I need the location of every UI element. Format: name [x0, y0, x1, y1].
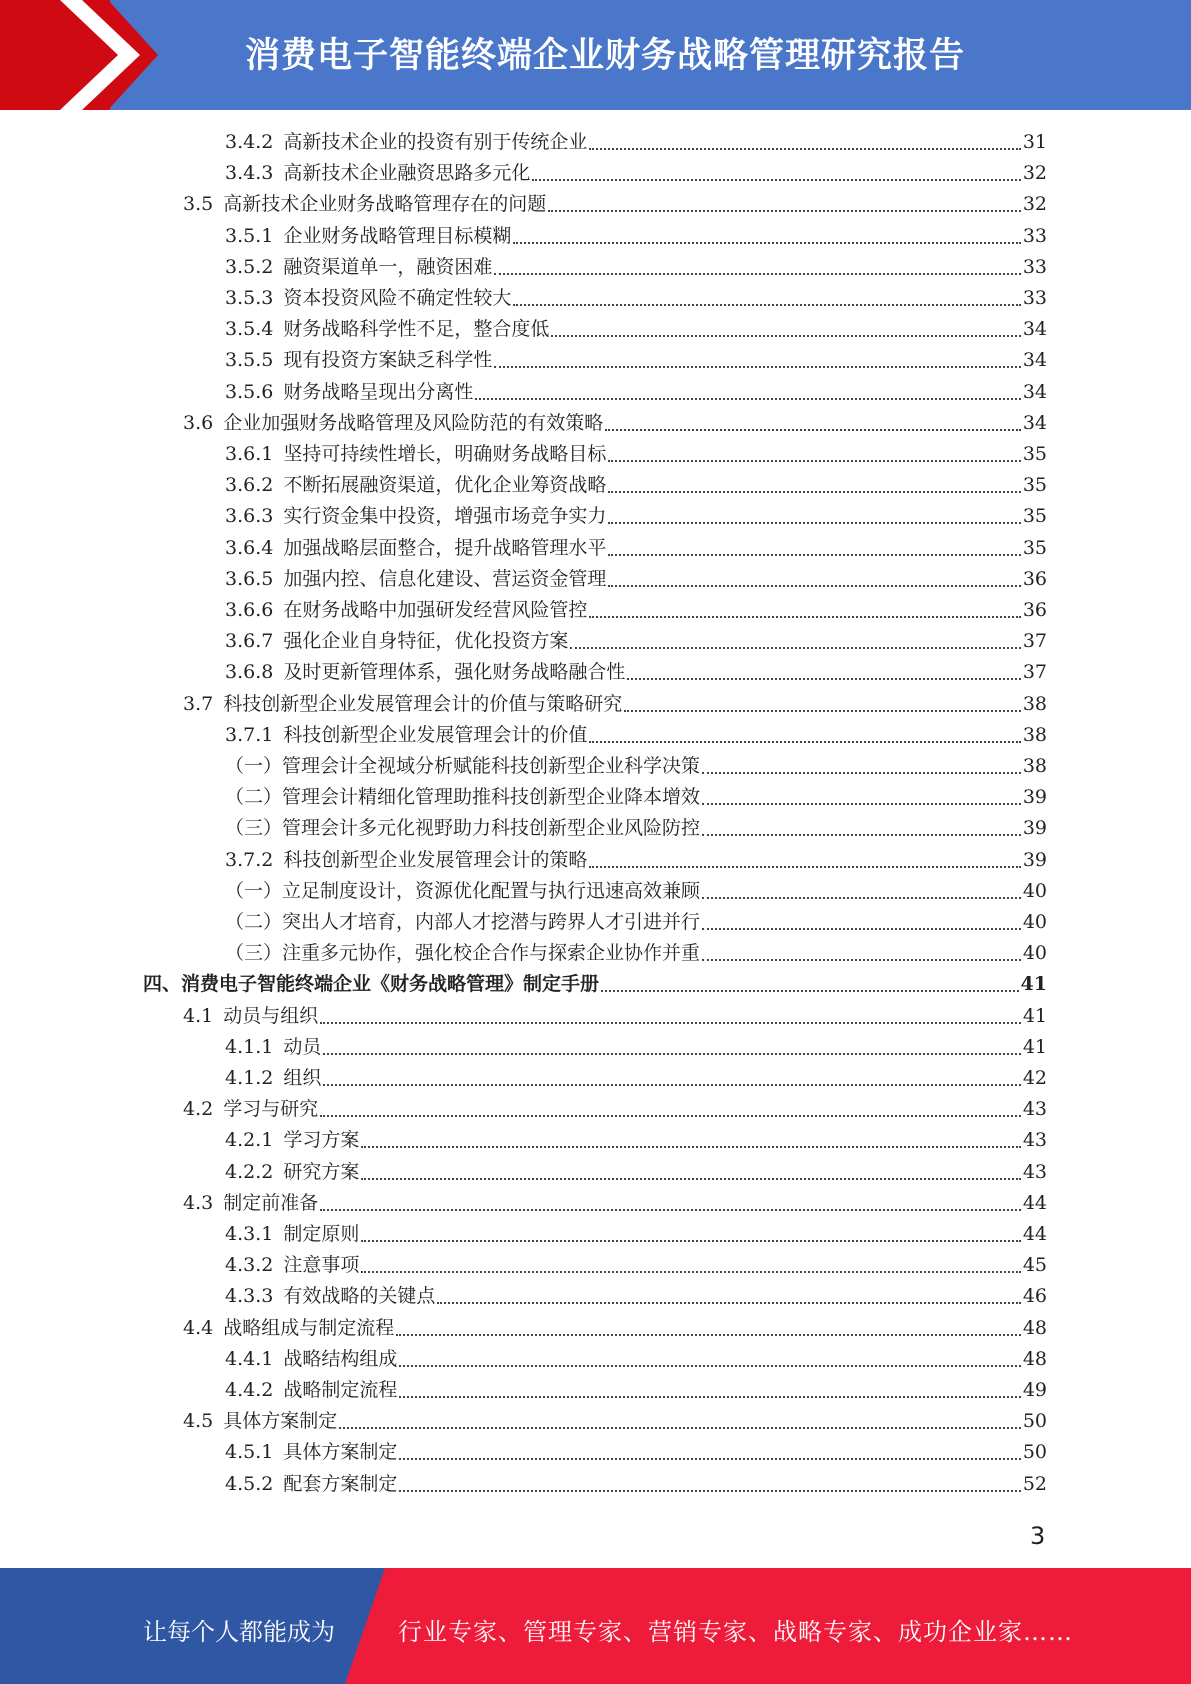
toc-entry-title: （三）管理会计多元化视野助力科技创新型企业风险防控	[225, 817, 701, 840]
toc-entry-title: 加强内控、信息化建设、营运资金管理	[283, 567, 607, 590]
toc-entry-title: 财务战略呈现出分离性	[283, 380, 474, 403]
toc-entry-page: 43	[1022, 1129, 1047, 1152]
toc-entry[interactable]	[225, 470, 1047, 501]
page-header	[0, 0, 1191, 110]
toc-entry-title: （二）突出人才培育，内部人才挖潜与跨界人才引进并行	[225, 911, 701, 933]
toc-leader-dots	[608, 470, 1020, 501]
toc-entry-number: 4.1	[183, 1004, 214, 1027]
toc-entry-title: 科技创新型企业发展管理会计的价值	[283, 723, 588, 746]
toc-entry-page: 48	[1022, 1347, 1047, 1370]
toc-entry[interactable]	[225, 1219, 1047, 1250]
toc-entry-page: 38	[1022, 692, 1047, 715]
toc-entry-page: 38	[1022, 723, 1047, 746]
toc-entry-number: 3.5.4	[225, 318, 274, 341]
toc-entry[interactable]	[225, 377, 1047, 408]
toc-entry-title: 制定原则	[283, 1223, 360, 1245]
toc-entry-number: 3.5.2	[225, 255, 274, 278]
toc-entry-page: 31	[1022, 131, 1047, 153]
toc-entry-title: 配套方案制定	[283, 1472, 398, 1495]
toc-entry-number: 3.5.6	[225, 380, 274, 403]
toc-entry[interactable]	[183, 1406, 1047, 1437]
toc-entry-number: 3.6.8	[225, 661, 274, 684]
toc-entry[interactable]	[225, 1469, 1047, 1500]
toc-entry-title: 学习与研究	[223, 1098, 319, 1121]
toc-entry-title: 研究方案	[283, 1160, 360, 1183]
toc-entry-number: 4.4	[183, 1316, 214, 1339]
toc-entry-page: 42	[1022, 1067, 1047, 1089]
toc-entry-title: 及时更新管理体系，强化财务战略融合性	[283, 661, 626, 684]
toc-leader-dots	[399, 1437, 1020, 1468]
toc-entry-title: 融资渠道单一，融资困难	[283, 255, 493, 278]
toc-entry[interactable]	[225, 314, 1047, 345]
toc-entry-title: 高新技术企业财务战略管理存在的问题	[223, 193, 547, 216]
toc-leader-dots	[399, 1375, 1020, 1406]
toc-entry-page: 50	[1022, 1441, 1047, 1464]
toc-entry-page: 36	[1022, 599, 1047, 621]
toc-leader-dots	[494, 252, 1020, 283]
toc-entry-title: 加强战略层面整合，提升战略管理水平	[283, 536, 607, 559]
toc-entry-title: 具体方案制定	[223, 1410, 338, 1433]
toc-leader-dots	[320, 1188, 1021, 1219]
toc-entry-page: 43	[1022, 1098, 1047, 1121]
toc-entry-page: 33	[1022, 255, 1047, 278]
toc-entry[interactable]	[225, 283, 1047, 314]
toc-entry-title: 动员与组织	[223, 1004, 319, 1027]
toc-entry-title: （二）管理会计精细化管理助推科技创新型企业降本增效	[225, 786, 701, 809]
toc-entry-title: 财务战略科学性不足，整合度低	[283, 318, 550, 341]
toc-entry-title: 坚持可持续性增长，明确财务战略目标	[283, 443, 607, 465]
toc-leader-dots	[323, 1032, 1020, 1063]
toc-leader-dots	[494, 345, 1020, 376]
toc-entry-page: 35	[1022, 474, 1047, 497]
toc-entry-page: 36	[1022, 567, 1047, 590]
toc-entry-number: 4.3.1	[225, 1223, 274, 1245]
toc-leader-dots	[570, 626, 1020, 657]
toc-leader-dots	[361, 1125, 1020, 1156]
toc-entry[interactable]	[225, 782, 1047, 813]
toc-entry-title: 注意事项	[283, 1254, 360, 1277]
toc-entry-title: 具体方案制定	[283, 1441, 398, 1464]
toc-entry-page: 50	[1022, 1410, 1047, 1433]
toc-leader-dots	[608, 439, 1020, 470]
toc-entry[interactable]	[183, 1094, 1047, 1125]
toc-entry-page: 41	[1022, 1035, 1047, 1058]
toc-entry-title: 企业加强财务战略管理及风险防范的有效策略	[223, 411, 604, 434]
toc-entry[interactable]	[225, 1157, 1047, 1188]
toc-entry-title: 现有投资方案缺乏科学性	[283, 349, 493, 372]
toc-entry-number: 3.4.2	[225, 131, 274, 153]
toc-entry-number: 3.5.5	[225, 349, 274, 372]
toc-entry-page: 41	[1022, 1004, 1047, 1027]
toc-entry-page: 35	[1022, 443, 1047, 465]
toc-entry[interactable]	[225, 720, 1047, 751]
toc-leader-dots	[399, 1469, 1020, 1500]
toc-leader-dots	[323, 1063, 1020, 1094]
toc-entry-number: 4.1.1	[225, 1035, 274, 1058]
toc-entry-title: 资本投资风险不确定性较大	[283, 287, 512, 309]
toc-entry-page: 33	[1022, 287, 1047, 309]
toc-entry-page: 48	[1022, 1316, 1047, 1339]
toc-entry-title: （三）注重多元协作，强化校企合作与探索企业协作并重	[225, 942, 701, 965]
toc-entry[interactable]	[183, 1313, 1047, 1344]
toc-entry-number: 4.3.2	[225, 1254, 274, 1277]
toc-entry-title: 制定前准备	[223, 1191, 319, 1214]
toc-entry-page: 35	[1022, 505, 1047, 528]
toc-entry-number: 4.2	[183, 1098, 214, 1121]
toc-entry[interactable]	[225, 751, 1047, 782]
toc-entry-number: 4.2.2	[225, 1160, 274, 1183]
toc-leader-dots	[399, 1344, 1020, 1375]
toc-entry-page: 46	[1022, 1285, 1047, 1308]
toc-entry[interactable]	[225, 221, 1047, 252]
toc-entry-title: 科技创新型企业发展管理会计的价值与策略研究	[223, 692, 623, 715]
toc-entry[interactable]	[225, 1250, 1047, 1281]
toc-entry[interactable]	[225, 1032, 1047, 1063]
toc-leader-dots	[320, 1094, 1021, 1125]
toc-entry-title: 强化企业自身特征，优化投资方案	[283, 630, 569, 653]
toc-leader-dots	[361, 1250, 1020, 1281]
toc-leader-dots	[702, 751, 1021, 782]
toc-leader-dots	[320, 1001, 1021, 1032]
toc-entry-page: 49	[1022, 1379, 1047, 1401]
toc-entry[interactable]	[225, 938, 1047, 969]
toc-entry[interactable]	[225, 1063, 1047, 1094]
toc-leader-dots	[624, 689, 1021, 720]
toc-entry-number: 3.4.3	[225, 162, 274, 185]
toc-entry-number: 3.6.3	[225, 505, 274, 528]
toc-entry-page: 32	[1022, 193, 1047, 216]
toc-entry-page: 41	[1020, 973, 1047, 996]
toc-entry-number: 3.6.1	[225, 443, 274, 465]
toc-entry-page: 45	[1022, 1254, 1047, 1277]
toc-leader-dots	[605, 408, 1021, 439]
toc-entry-page: 33	[1022, 224, 1047, 247]
toc-entry-number: 4.4.2	[225, 1379, 274, 1401]
toc-entry-page: 44	[1022, 1191, 1047, 1214]
toc-leader-dots	[702, 907, 1021, 938]
toc-entry-number: 4.5.2	[225, 1472, 274, 1495]
footer-slogan-right: 行业专家、管理专家、营销专家、战略专家、成功企业家……	[398, 1618, 1073, 1646]
toc-leader-dots	[339, 1406, 1021, 1437]
toc-entry-number: 4.1.2	[225, 1067, 274, 1089]
toc-entry-title: 有效战略的关键点	[283, 1285, 436, 1308]
toc-leader-dots	[513, 283, 1020, 314]
page-number: 3	[1030, 1522, 1046, 1550]
toc-leader-dots	[361, 1157, 1020, 1188]
footer-slogan-left: 让每个人都能成为	[143, 1618, 335, 1646]
toc-leader-dots	[396, 1313, 1021, 1344]
toc-leader-dots	[361, 1219, 1020, 1250]
toc-entry-title: 实行资金集中投资，增强市场竞争实力	[283, 505, 607, 528]
toc-entry-number: 3.5	[183, 193, 214, 216]
toc-entry[interactable]	[225, 1437, 1047, 1468]
toc-entry-number: 3.6.7	[225, 630, 274, 653]
toc-entry-number: 3.6.6	[225, 599, 274, 621]
toc-entry-number: 4.2.1	[225, 1129, 274, 1152]
toc-entry-title: 动员	[283, 1035, 322, 1058]
toc-entry-page: 34	[1022, 318, 1047, 341]
toc-entry-title: 战略组成与制定流程	[223, 1316, 395, 1339]
toc-entry[interactable]	[225, 845, 1047, 876]
toc-entry-title: 高新技术企业融资思路多元化	[283, 162, 531, 185]
toc-entry-title: 战略制定流程	[283, 1379, 398, 1401]
toc-entry-page: 34	[1022, 380, 1047, 403]
toc-entry[interactable]	[225, 907, 1047, 938]
toc-leader-dots	[702, 876, 1021, 907]
toc-entry-number: 3.6.2	[225, 474, 274, 497]
toc-entry-page: 35	[1022, 536, 1047, 559]
toc-leader-dots	[702, 938, 1021, 969]
toc-leader-dots	[589, 845, 1020, 876]
toc-entry-number: 3.6	[183, 411, 214, 434]
toc-entry-title: 高新技术企业的投资有别于传统企业	[283, 131, 588, 153]
toc-entry-title: 四、消费电子智能终端企业《财务战略管理》制定手册	[143, 973, 600, 996]
toc-entry[interactable]	[225, 876, 1047, 907]
toc-entry-title: 科技创新型企业发展管理会计的策略	[283, 848, 588, 871]
toc-entry-title: 组织	[283, 1067, 322, 1089]
toc-entry-page: 40	[1022, 911, 1047, 933]
toc-entry[interactable]	[225, 564, 1047, 595]
toc-entry-title: （一）管理会计全视域分析赋能科技创新型企业科学决策	[225, 755, 701, 777]
toc-leader-dots	[437, 1281, 1020, 1312]
toc-leader-dots	[608, 501, 1020, 532]
toc-leader-dots	[551, 314, 1020, 345]
toc-entry[interactable]	[183, 189, 1047, 220]
toc-leader-dots	[608, 564, 1020, 595]
toc-entry-number: 3.7	[183, 692, 214, 715]
toc-entry-title: 不断拓展融资渠道，优化企业筹资战略	[283, 474, 607, 497]
toc-entry-page: 34	[1022, 411, 1047, 434]
toc-entry[interactable]	[183, 408, 1047, 439]
toc-entry-number: 4.3	[183, 1191, 214, 1214]
toc-entry[interactable]	[183, 1001, 1047, 1032]
toc-entry-number: 3.5.1	[225, 224, 274, 247]
toc-entry[interactable]	[225, 1375, 1047, 1406]
toc-entry-page: 37	[1022, 661, 1047, 684]
toc-entry-title: 企业财务战略管理目标模糊	[283, 224, 512, 247]
toc-entry[interactable]	[225, 533, 1047, 564]
toc-entry[interactable]	[225, 1344, 1047, 1375]
toc-entry-page: 37	[1022, 630, 1047, 653]
toc-entry-number: 3.7.2	[225, 848, 274, 871]
toc-entry-number: 4.3.3	[225, 1285, 274, 1308]
toc-entry[interactable]	[225, 158, 1047, 189]
toc-entry[interactable]	[225, 439, 1047, 470]
toc-entry-number: 3.6.5	[225, 567, 274, 590]
toc-entry-page: 52	[1022, 1472, 1047, 1495]
toc-entry-title: 学习方案	[283, 1129, 360, 1152]
toc-entry[interactable]	[225, 127, 1047, 158]
toc-entry-title: 战略结构组成	[283, 1347, 398, 1370]
toc-leader-dots	[532, 158, 1020, 189]
toc-entry[interactable]	[183, 1188, 1047, 1219]
toc-entry-page: 40	[1022, 879, 1047, 902]
toc-entry-number: 3.5.3	[225, 287, 274, 309]
toc-leader-dots	[589, 595, 1020, 626]
toc-leader-dots	[702, 813, 1021, 844]
toc-entry-title: 在财务战略中加强研发经营风险管控	[283, 599, 588, 621]
toc-entry-number: 4.4.1	[225, 1347, 274, 1370]
report-title: 消费电子智能终端企业财务战略管理研究报告	[245, 36, 966, 76]
toc-entry[interactable]	[225, 501, 1047, 532]
toc-leader-dots	[589, 127, 1020, 158]
toc-entry-page: 44	[1022, 1223, 1047, 1245]
toc-entry[interactable]	[225, 345, 1047, 376]
toc-entry-number: 3.7.1	[225, 723, 274, 746]
toc-entry[interactable]	[225, 813, 1047, 844]
header-chevron-icon	[60, 0, 160, 110]
toc-leader-dots	[627, 657, 1020, 688]
toc-entry[interactable]	[225, 595, 1047, 626]
toc-entry[interactable]	[183, 689, 1047, 720]
toc-entry-page: 40	[1022, 942, 1047, 965]
toc-entry[interactable]	[143, 969, 1047, 1000]
toc-leader-dots	[702, 782, 1021, 813]
toc-leader-dots	[601, 969, 1019, 1000]
toc-entry[interactable]	[225, 657, 1047, 688]
toc-entry-page: 39	[1022, 786, 1047, 809]
toc-entry-page: 34	[1022, 349, 1047, 372]
toc-leader-dots	[608, 533, 1020, 564]
toc-entry-number: 4.5	[183, 1410, 214, 1433]
toc-entry-number: 4.5.1	[225, 1441, 274, 1464]
toc-entry-page: 39	[1022, 817, 1047, 840]
toc-entry-page: 32	[1022, 162, 1047, 185]
toc-entry-number: 3.6.4	[225, 536, 274, 559]
toc-entry[interactable]	[225, 252, 1047, 283]
toc-leader-dots	[548, 189, 1021, 220]
page-footer	[0, 1568, 1191, 1684]
toc-entry[interactable]	[225, 1125, 1047, 1156]
toc-entry-title: （一）立足制度设计，资源优化配置与执行迅速高效兼顾	[225, 879, 701, 902]
toc-entry[interactable]	[225, 626, 1047, 657]
toc-entry-page: 38	[1022, 755, 1047, 777]
toc-entry[interactable]	[225, 1281, 1047, 1312]
toc-leader-dots	[513, 221, 1020, 252]
toc-entry-page: 39	[1022, 848, 1047, 871]
toc-leader-dots	[589, 720, 1020, 751]
toc-entry-page: 43	[1022, 1160, 1047, 1183]
toc-leader-dots	[475, 377, 1020, 408]
